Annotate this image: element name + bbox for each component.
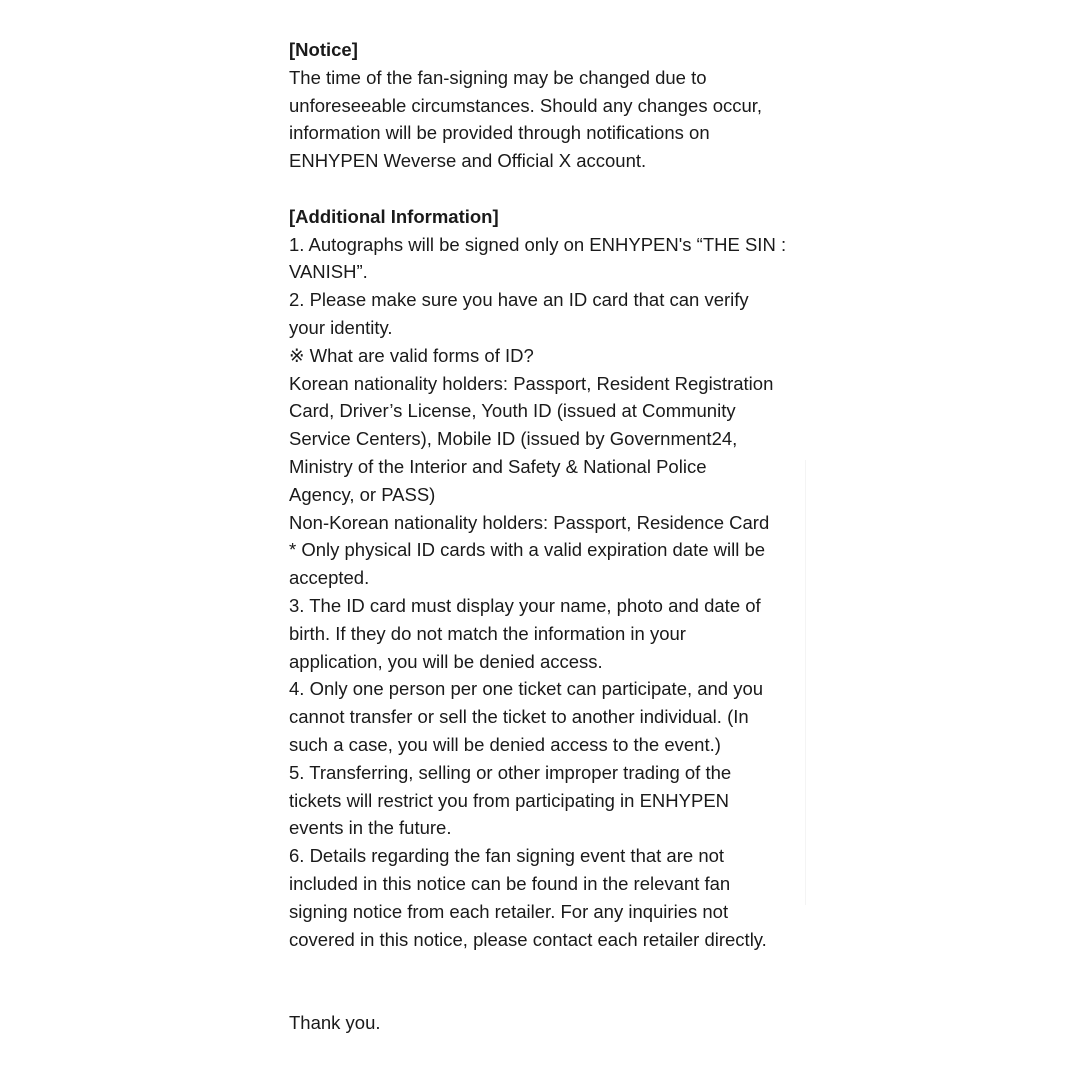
info-line: * Only physical ID cards with a valid expiration date will be — [289, 539, 766, 561]
info-line: Non-Korean nationality holders: Passport, Residence Card — [289, 511, 770, 533]
info-line: birth. If they do not match the information in your — [289, 622, 686, 644]
info-line: Card, Driver’s License, Youth ID (issued at Community — [289, 400, 736, 422]
closing-spacer — [289, 953, 809, 1009]
info-line: covered in this notice, please contact each retailer directly. — [289, 928, 767, 950]
info-line: 3. The ID card must display your name, photo and date of — [289, 594, 761, 616]
info-line: tickets will restrict you from participating in ENHYPEN — [289, 789, 730, 811]
info-line: application, you will be denied access. — [289, 650, 603, 672]
notice-line: The time of the fan-signing may be changed due to — [289, 66, 707, 88]
info-line: Service Centers), Mobile ID (issued by Government24, — [289, 428, 738, 450]
notice-heading: [Notice] — [289, 39, 358, 60]
info-line: 2. Please make sure you have an ID card that can verify — [289, 289, 749, 311]
info-line: 5. Transferring, selling or other improper trading of the — [289, 761, 732, 783]
notice-line: ENHYPEN Weverse and Official X account. — [289, 150, 647, 172]
info-line: such a case, you will be denied access to the event.) — [289, 733, 721, 755]
info-line: events in the future. — [289, 817, 452, 839]
info-line: VANISH”. — [289, 261, 368, 283]
additional-info-heading: [Additional Information] — [289, 205, 499, 227]
info-line: signing notice from each retailer. For any inquiries not — [289, 900, 729, 922]
info-line: Ministry of the Interior and Safety & National Police — [289, 455, 707, 477]
info-line: your identity. — [289, 316, 393, 338]
closing-text: Thank you. — [289, 1011, 381, 1033]
info-line: cannot transfer or sell the ticket to another individual. (In — [289, 706, 749, 728]
notice-line: unforeseeable circumstances. Should any changes occur, — [289, 94, 763, 116]
info-line: 6. Details regarding the fan signing event that are not — [289, 845, 725, 867]
info-line: ※ What are valid forms of ID? — [289, 344, 534, 366]
info-line: accepted. — [289, 567, 370, 589]
info-line: Korean nationality holders: Passport, Resident Registration — [289, 372, 774, 394]
notice-document — [289, 36, 809, 1037]
info-line: included in this notice can be found in the relevant fan — [289, 872, 731, 894]
section-spacer — [289, 175, 809, 203]
notice-line: information will be provided through notifications on — [289, 122, 710, 144]
info-line: 1. Autographs will be signed only on ENHYPEN's “THE SIN : — [289, 233, 787, 255]
info-line: Agency, or PASS) — [289, 483, 436, 505]
info-line: 4. Only one person per one ticket can participate, and you — [289, 678, 764, 700]
